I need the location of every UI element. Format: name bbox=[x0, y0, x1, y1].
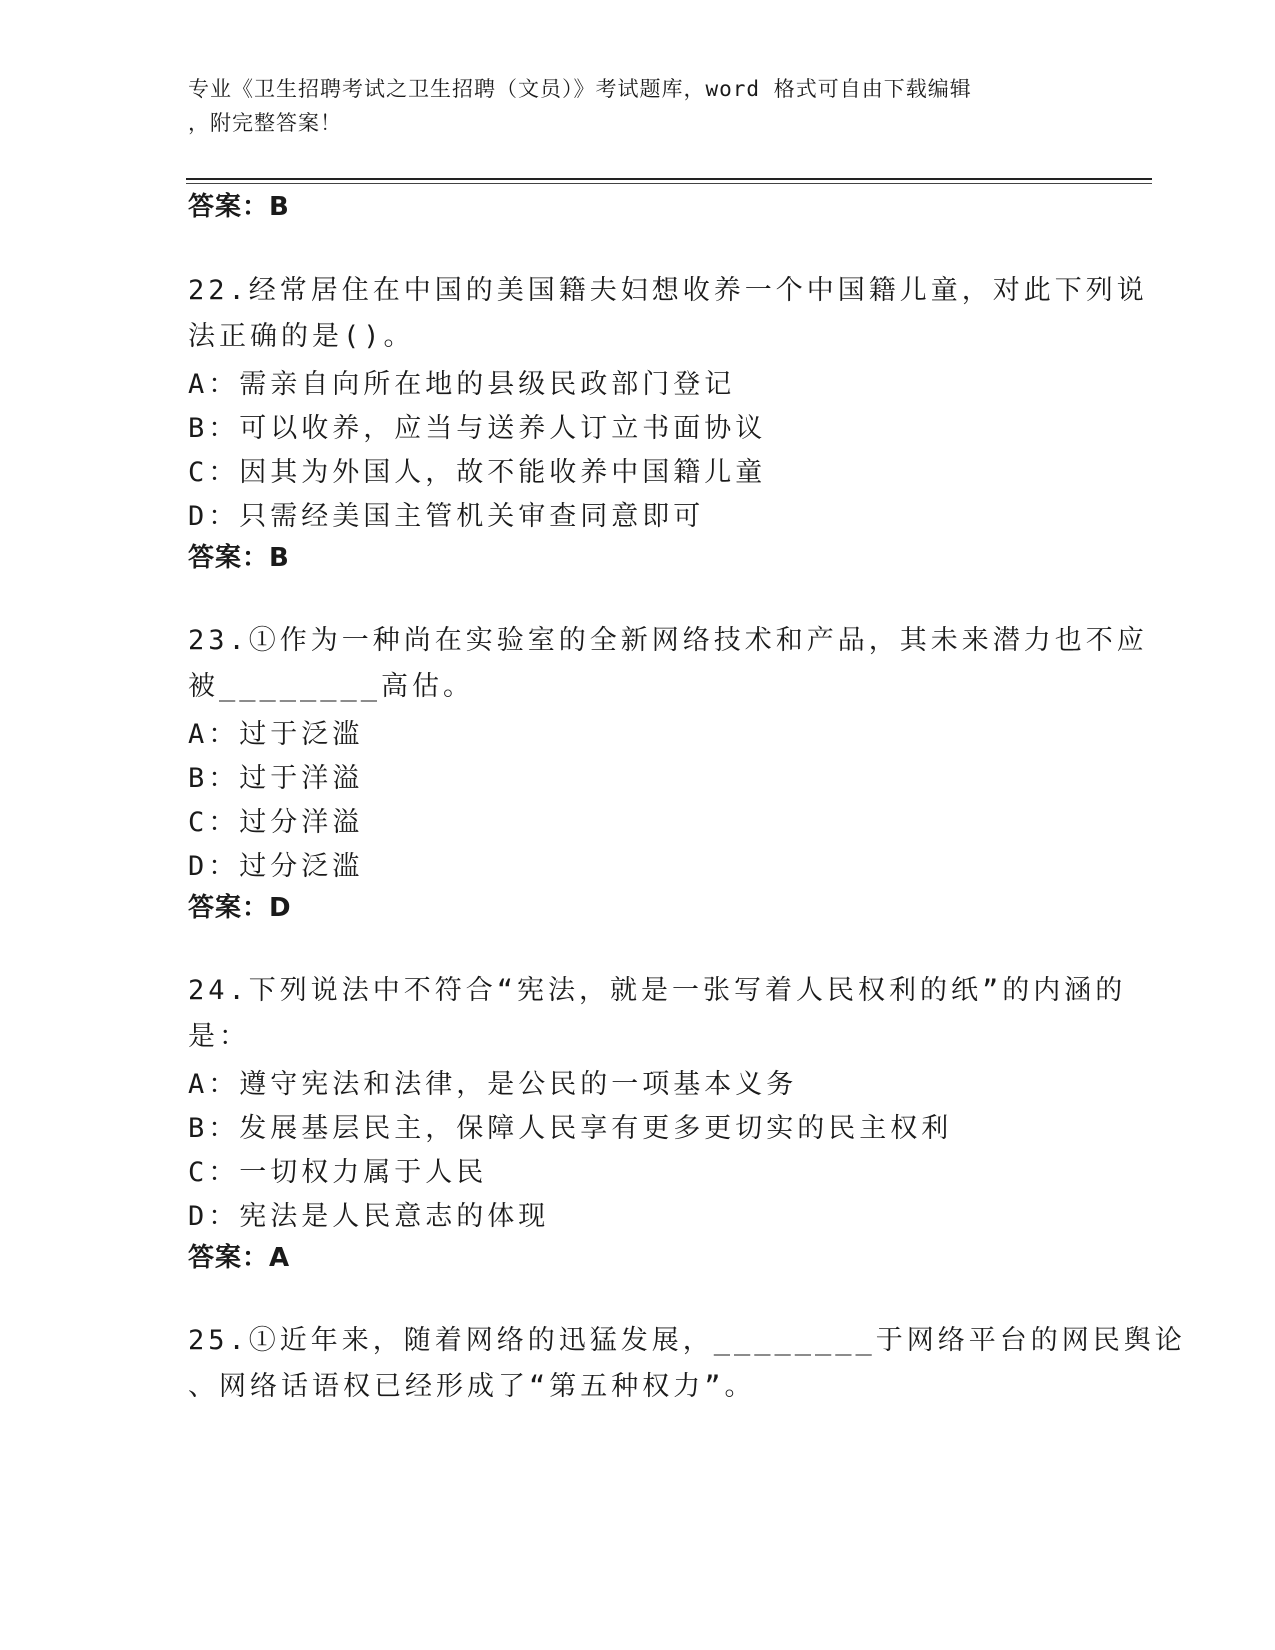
answer-previous: 答案：B bbox=[188, 192, 290, 222]
question-22-option-c: C：因其为外国人，故不能收养中国籍儿童 bbox=[188, 457, 767, 488]
header-divider bbox=[186, 178, 1152, 180]
question-24-option-c: C：一切权力属于人民 bbox=[188, 1157, 488, 1188]
question-23-stem bbox=[188, 618, 1148, 710]
question-23-option-b: B：过于洋溢 bbox=[188, 763, 364, 794]
question-22-option-b: B：可以收养，应当与送养人订立书面协议 bbox=[188, 413, 767, 444]
question-22-answer: 答案：B bbox=[188, 543, 290, 573]
question-24-option-b: B：发展基层民主，保障人民享有更多更切实的民主权利 bbox=[188, 1113, 953, 1144]
question-25-stem bbox=[188, 1318, 1186, 1410]
question-22-stem-line-1: 22.经常居住在中国的美国籍夫妇想收养一个中国籍儿童，对此下列说 bbox=[188, 275, 1148, 306]
question-23-stem-line-2: 被________高估。 bbox=[188, 671, 475, 702]
document-header bbox=[188, 72, 1068, 140]
question-22-stem bbox=[188, 268, 1148, 360]
question-23-option-d: D：过分泛滥 bbox=[188, 851, 364, 882]
question-22-option-a: A：需亲自向所在地的县级民政部门登记 bbox=[188, 369, 736, 400]
header-line-2: ，附完整答案！ bbox=[188, 111, 342, 135]
question-24-stem-line-2: 是： bbox=[188, 1021, 250, 1052]
question-23-stem-line-1: 23.①作为一种尚在实验室的全新网络技术和产品，其未来潜力也不应 bbox=[188, 625, 1148, 656]
question-23-option-a: A：过于泛滥 bbox=[188, 719, 364, 750]
question-25-stem-line-2: 、网络话语权已经形成了“第五种权力”。 bbox=[188, 1371, 756, 1402]
question-22-option-d: D：只需经美国主管机关审查同意即可 bbox=[188, 501, 705, 532]
header-divider-thin bbox=[186, 183, 1152, 184]
question-23-option-c: C：过分洋溢 bbox=[188, 807, 364, 838]
question-24-stem bbox=[188, 968, 1126, 1060]
question-24-stem-line-1: 24.下列说法中不符合“宪法，就是一张写着人民权利的纸”的内涵的 bbox=[188, 975, 1127, 1006]
header-line-1: 专业《卫生招聘考试之卫生招聘（文员）》考试题库，word 格式可自由下载编辑 bbox=[188, 77, 972, 101]
question-22-stem-line-2: 法正确的是()。 bbox=[188, 321, 415, 352]
question-24-answer: 答案：A bbox=[188, 1243, 291, 1273]
question-24-option-d: D：宪法是人民意志的体现 bbox=[188, 1201, 550, 1232]
question-23-answer: 答案：D bbox=[188, 893, 292, 923]
question-24-option-a: A：遵守宪法和法律，是公民的一项基本义务 bbox=[188, 1069, 798, 1100]
question-25-stem-line-1: 25.①近年来，随着网络的迅猛发展，________于网络平台的网民舆论 bbox=[188, 1325, 1186, 1356]
